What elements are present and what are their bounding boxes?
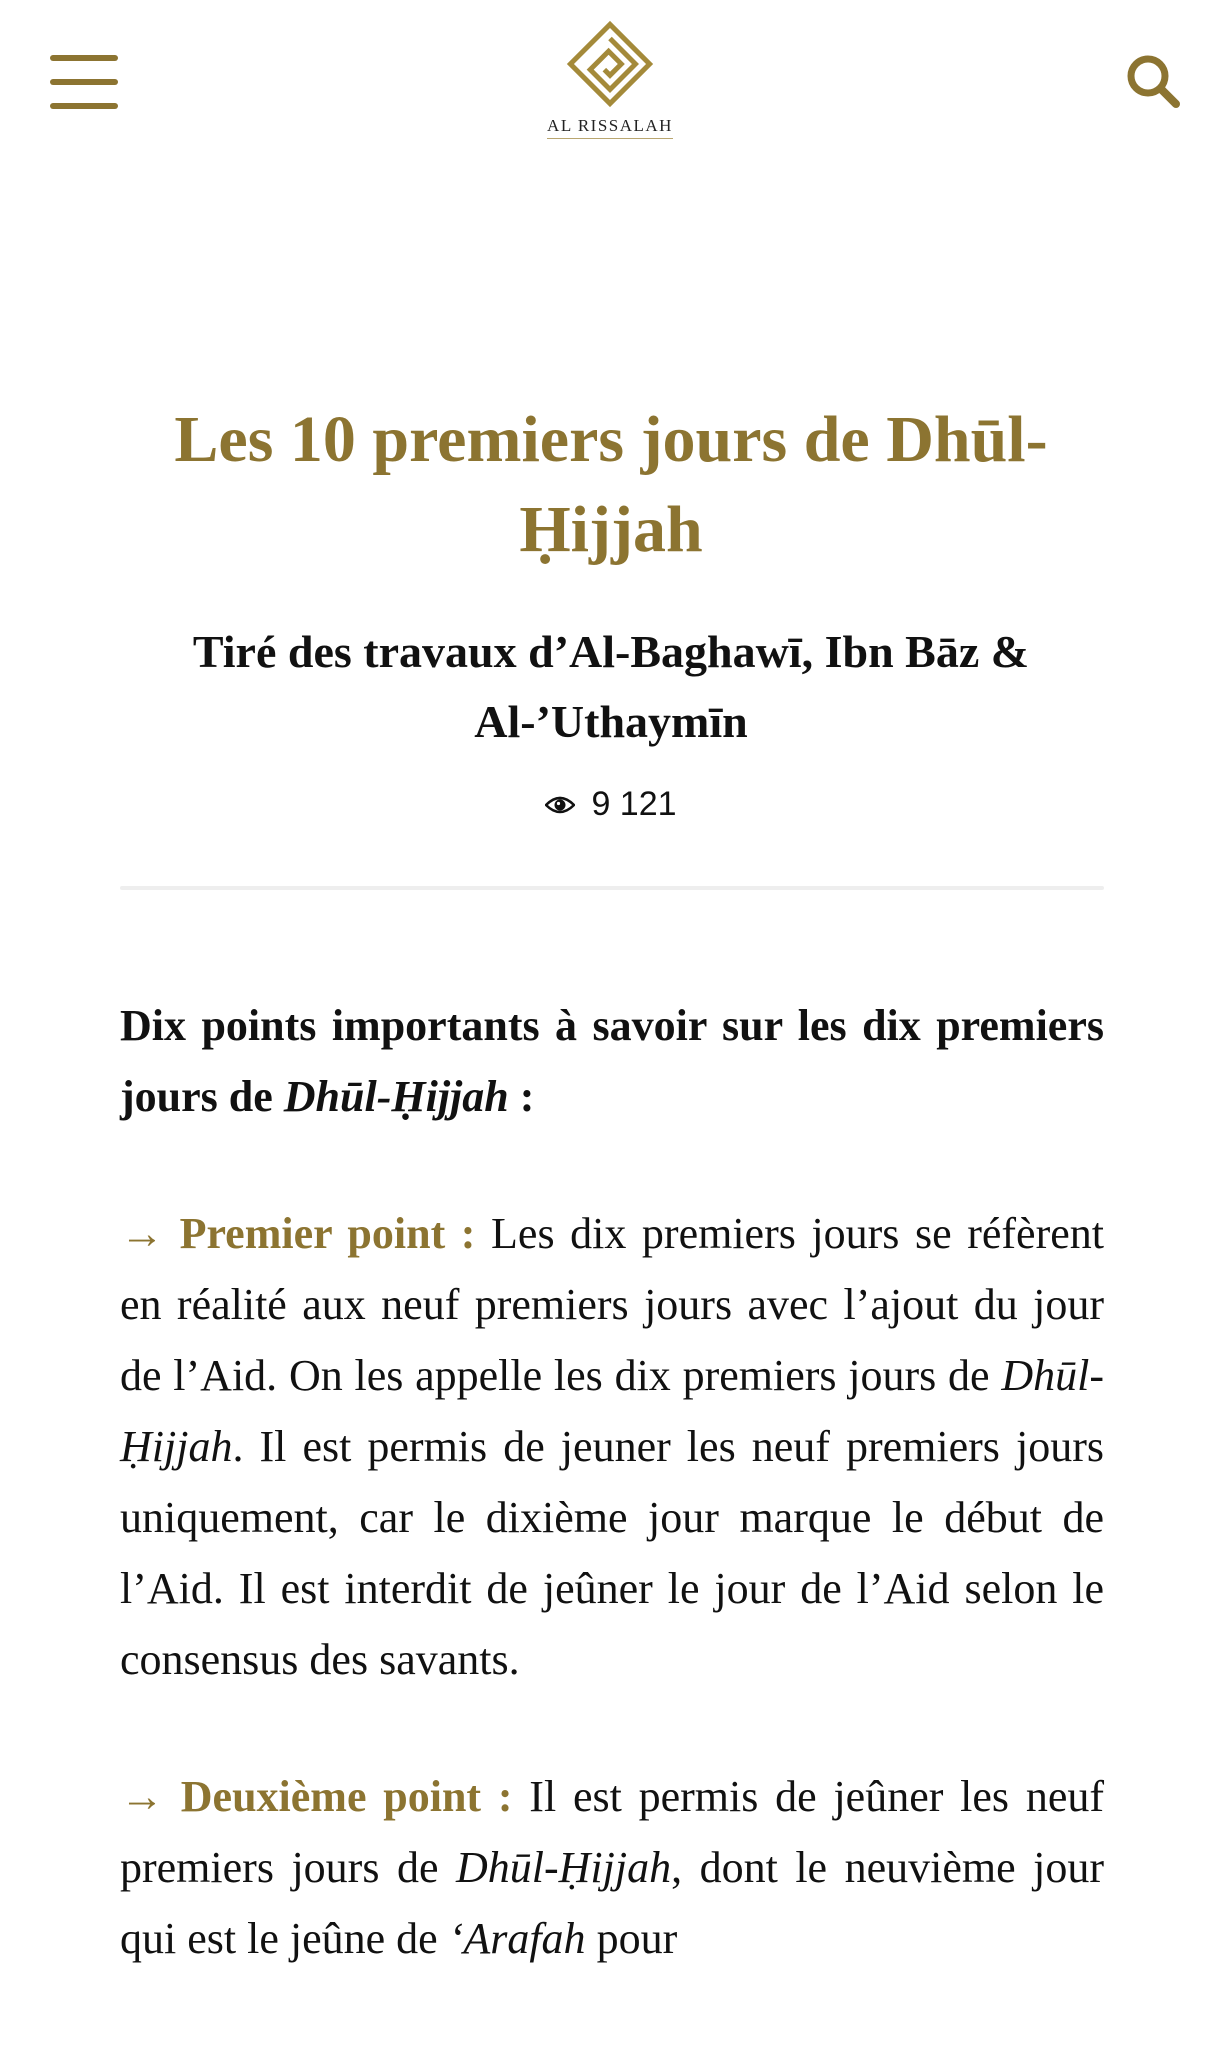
eye-icon: [545, 785, 575, 824]
point-label-2: → Deuxième point :: [120, 1772, 513, 1821]
point-paragraph-2: → Deuxième point : Il est permis de jeûner les neuf premiers jours de Dhūl-Ḥijjah, dont le neuvième jour qui est le jeûne de ‘Arafah pour: [120, 1772, 1105, 1963]
views-count: 9 121: [591, 785, 677, 823]
site-header: [0, 0, 1222, 150]
article-header: [110, 395, 1112, 824]
logo-emblem-icon: [560, 14, 660, 114]
point-label-1: → Premier point :: [120, 1209, 476, 1258]
point-paragraph-1: → Premier point : Les dix premiers jours se réfèrent en réalité aux neuf premiers jours avec l’ajout du jour de l’Aid. On les appelle les dix premiers jours de Dhūl-Ḥijjah. Il est permis de jeuner les neuf premiers jours uniquement, car le dixième jour marque le début de l’Aid. Il est interdit de jeûner le jour de l’Aid selon le consensus des savants.: [120, 1209, 1104, 1684]
article-intro: Dix points importants à savoir sur les dix premiers jours de Dhūl-Ḥijjah :: [120, 1001, 1104, 1121]
header-divider: [120, 886, 1104, 890]
article-subtitle: Tiré des travaux d’Al-Baghawī, Ibn Bāz & Al-’Uthaymīn: [192, 626, 1030, 747]
hamburger-menu-icon[interactable]: [50, 55, 120, 109]
article-title: Les 10 premiers jours de Dhūl-Ḥijjah: [174, 403, 1048, 566]
view-counter: [110, 785, 1112, 824]
intro-term: Dhūl-Ḥijjah: [283, 1072, 509, 1121]
search-icon[interactable]: [1124, 52, 1182, 110]
site-logo[interactable]: [535, 14, 685, 144]
logo-text: AL RISSALAH: [547, 116, 673, 139]
article-body: [120, 990, 1104, 2040]
